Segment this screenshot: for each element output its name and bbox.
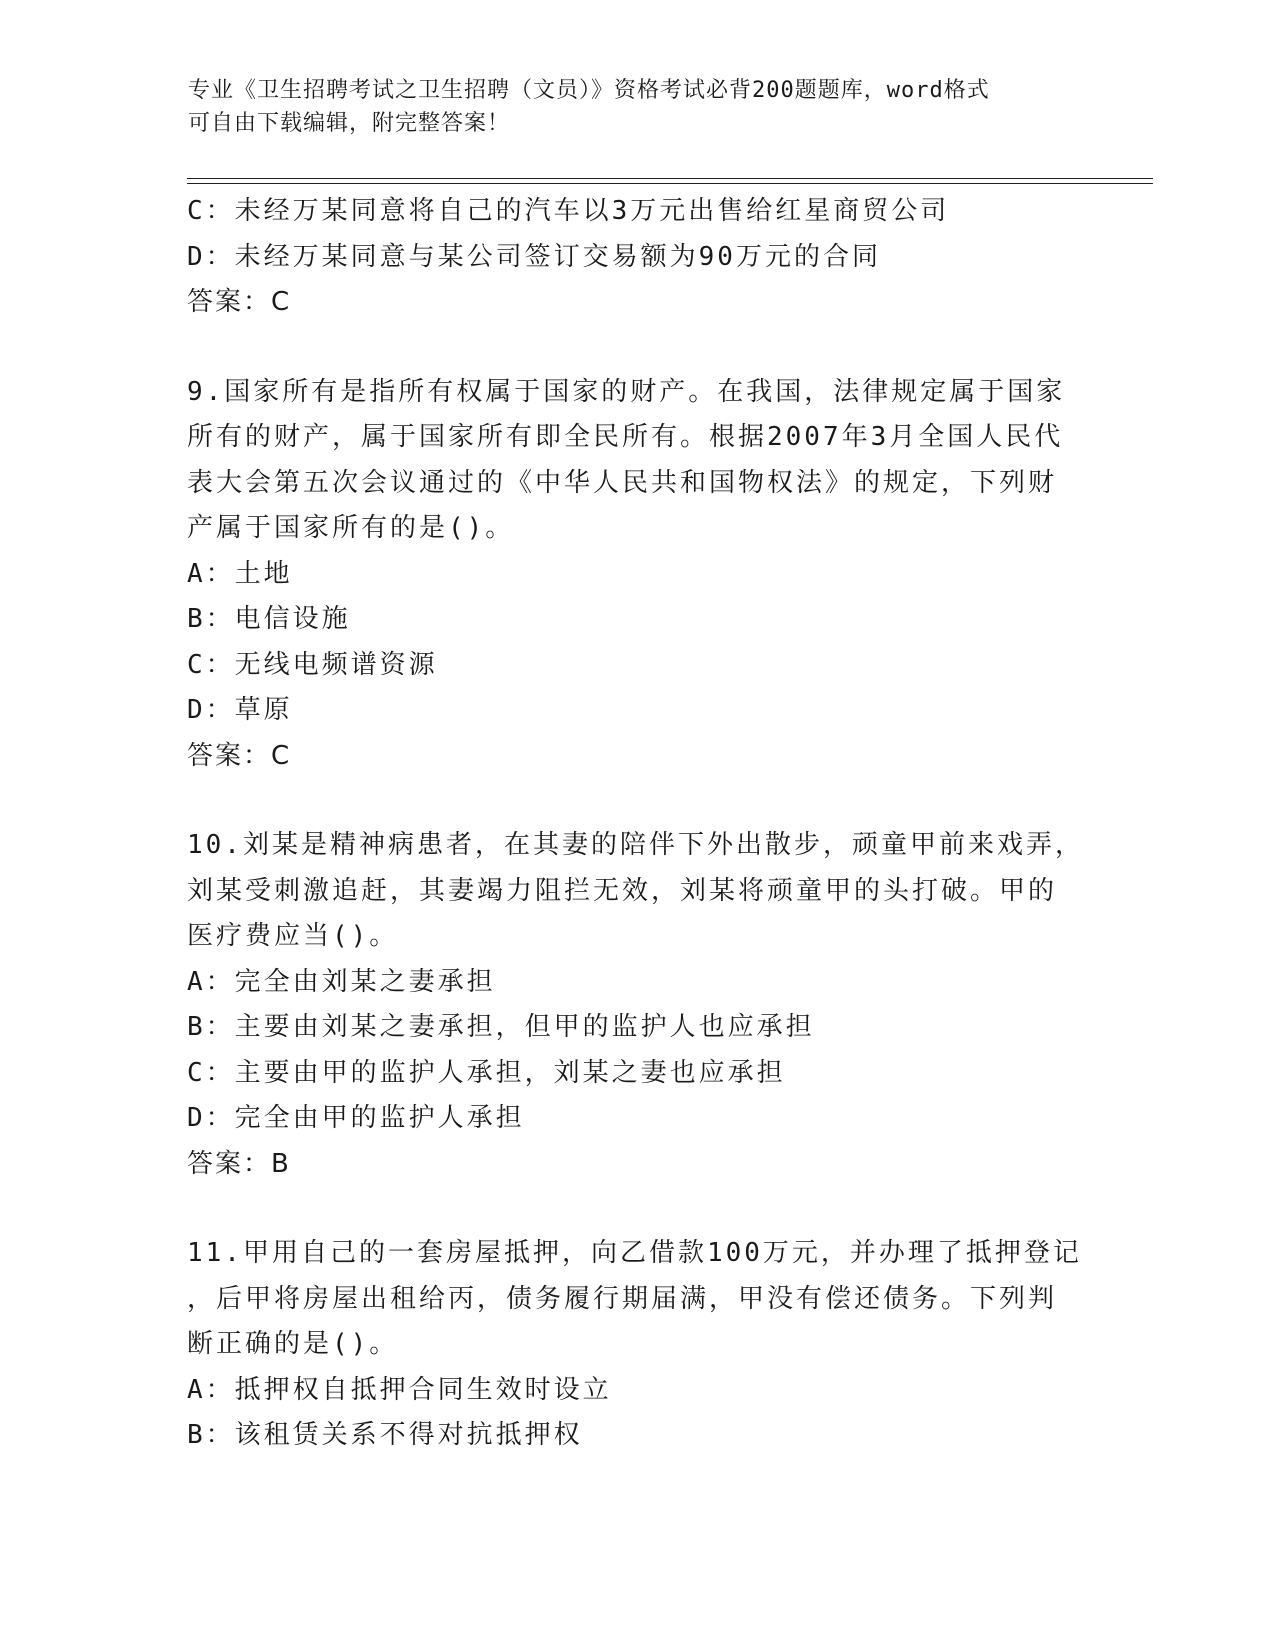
option-line: D：未经万某同意与某公司签订交易额为90万元的合同	[187, 241, 881, 272]
option-line: B：该租赁关系不得对抗抵押权	[187, 1420, 583, 1450]
question-block	[187, 189, 1087, 326]
question-text-line: 11.甲用自己的一套房屋抵押，向乙借款100万元，并办理了抵押登记	[187, 1238, 1082, 1268]
question-text-line: 断正确的是()。	[187, 1329, 399, 1359]
question-text-line: ，后甲将房屋出租给丙，债务履行期届满，甲没有偿还债务。下列判	[187, 1283, 1058, 1314]
question-text-line: 所有的财产，属于国家所有即全民所有。根据2007年3月全国人民代	[187, 422, 1064, 452]
option-line: D：完全由甲的监护人承担	[187, 1103, 525, 1133]
answer-line: 答案：C	[187, 287, 292, 317]
document-body	[187, 189, 1087, 1459]
question-text-line: 刘某受刺激追赶，其妻竭力阻拦无效，刘某将顽童甲的头打破。甲的	[187, 875, 1058, 906]
document-header	[188, 74, 1088, 140]
option-line: D：草原	[187, 695, 293, 725]
question-block	[187, 823, 1087, 1187]
answer-line: 答案：B	[187, 1148, 291, 1179]
question-block	[187, 1231, 1087, 1459]
option-line: C：无线电频谱资源	[187, 649, 438, 680]
answer-line: 答案：C	[187, 740, 292, 771]
option-line: A：完全由刘某之妻承担	[187, 966, 496, 997]
question-block	[187, 370, 1087, 780]
question-text-line: 表大会第五次会议通过的《中华人民共和国物权法》的规定，下列财	[187, 467, 1058, 498]
option-line: C：未经万某同意将自己的汽车以3万元出售给红星商贸公司	[187, 196, 950, 226]
option-line: B：主要由刘某之妻承担，但甲的监护人也应承担	[187, 1012, 815, 1042]
question-text-line: 10.刘某是精神病患者，在其妻的陪伴下外出散步，顽童甲前来戏弄，	[187, 830, 1084, 860]
question-text-line: 9.国家所有是指所有权属于国家的财产。在我国，法律规定属于国家	[187, 376, 1066, 407]
option-line: B：电信设施	[187, 604, 351, 634]
header-title-line-2: 可自由下载编辑，附完整答案！	[188, 111, 511, 136]
option-line: A：抵押权自抵押合同生效时设立	[187, 1374, 612, 1405]
question-text-line: 医疗费应当()。	[187, 921, 399, 951]
option-line: C：主要由甲的监护人承担，刘某之妻也应承担	[187, 1057, 786, 1088]
header-title-line-1: 专业《卫生招聘考试之卫生招聘（文员）》资格考试必背200题题库，word格式	[188, 78, 990, 103]
question-text-line: 产属于国家所有的是()。	[187, 513, 515, 543]
option-line: A：土地	[187, 558, 293, 589]
header-double-rule	[187, 178, 1153, 184]
